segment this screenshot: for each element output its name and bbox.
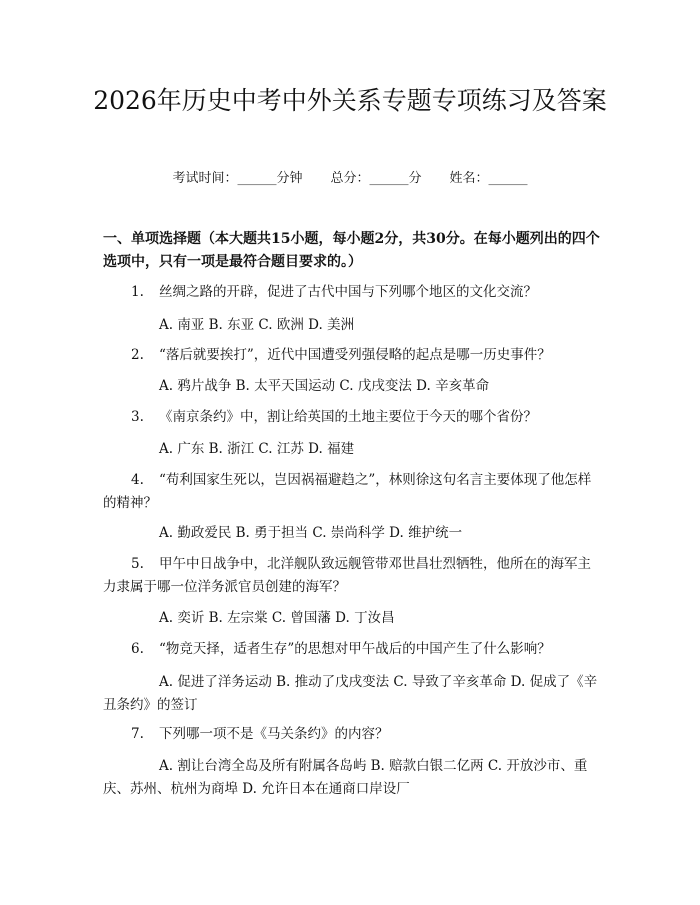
question-5-options: A. 奕䜣 B. 左宗棠 C. 曾国藩 D. 丁汝昌 bbox=[159, 610, 395, 626]
document-title: 2026年历史中考中外关系专题专项练习及答案 bbox=[93, 86, 607, 115]
question-3: 3. 《南京条约》中，割让给英国的土地主要位于今天的哪个省份？ bbox=[131, 409, 537, 425]
question-text: 下列哪一项不是《马关条约》的内容？ bbox=[159, 726, 389, 742]
question-3-options: A. 广东 B. 浙江 C. 江苏 D. 福建 bbox=[159, 441, 355, 457]
question-7: 7. 下列哪一项不是《马关条约》的内容？ bbox=[131, 726, 389, 742]
question-text: “落后就要挨打”，近代中国遭受列强侵略的起点是哪一历史事件？ bbox=[159, 347, 551, 363]
question-4: 4. “苟利国家生死以，岂因祸福避趋之”，林则徐这句名言主要体现了他怎样的精神？ bbox=[103, 472, 592, 511]
question-7-options: A. 割让台湾全岛及所有附属各岛屿 B. 赔款白银二亿两 C. 开放沙市、重庆、苏州、杭州为商埠 D. 允许日本在通商口岸设厂 bbox=[103, 758, 588, 797]
question-1-options: A. 南亚 B. 东亚 C. 欧洲 D. 美洲 bbox=[159, 317, 355, 333]
total-score-field: 总分：______分 bbox=[330, 171, 422, 186]
question-1: 1. 丝绸之路的开辟，促进了古代中国与下列哪个地区的文化交流？ bbox=[131, 284, 537, 300]
question-2: 2. “落后就要挨打”，近代中国遭受列强侵略的起点是哪一历史事件？ bbox=[131, 347, 551, 363]
question-2-options: A. 鸦片战争 B. 太平天国运动 C. 戊戌变法 D. 辛亥革命 bbox=[159, 378, 490, 394]
student-name-field: 姓名：______ bbox=[449, 171, 528, 186]
section-heading: 一、单项选择题（本大题共15小题，每小题2分，共30分。在每小题列出的四个选项中，只有一项是最符合题目要求的。） bbox=[103, 231, 600, 270]
exam-info-line bbox=[0, 170, 700, 188]
question-text: 《南京条约》中，割让给英国的土地主要位于今天的哪个省份？ bbox=[159, 409, 537, 425]
question-5: 5. 甲午中日战争中，北洋舰队致远舰管带邓世昌壮烈牺牲，他所在的海军主力隶属于哪一位洋务派官员创建的海军？ bbox=[103, 556, 591, 595]
question-4-options: A. 勤政爱民 B. 勇于担当 C. 崇尚科学 D. 维护统一 bbox=[159, 525, 463, 541]
question-text: “物竞天择，适者生存”的思想对甲午战后的中国产生了什么影响？ bbox=[159, 641, 551, 657]
question-text: “苟利国家生死以，岂因祸福避趋之”，林则徐这句名言主要体现了他怎样的精神？ bbox=[103, 472, 592, 511]
exam-time-field: 考试时间：______分钟 bbox=[172, 171, 303, 186]
question-text: 丝绸之路的开辟，促进了古代中国与下列哪个地区的文化交流？ bbox=[159, 284, 537, 300]
question-6-options: A. 促进了洋务运动 B. 推动了戊戌变法 C. 导致了辛亥革命 D. 促成了《辛丑条约》的签订 bbox=[103, 674, 598, 713]
question-6: 6. “物竞天择，适者生存”的思想对甲午战后的中国产生了什么影响？ bbox=[131, 641, 551, 657]
question-text: 甲午中日战争中，北洋舰队致远舰管带邓世昌壮烈牺牲，他所在的海军主力隶属于哪一位洋务派官员创建的海军？ bbox=[103, 556, 591, 595]
